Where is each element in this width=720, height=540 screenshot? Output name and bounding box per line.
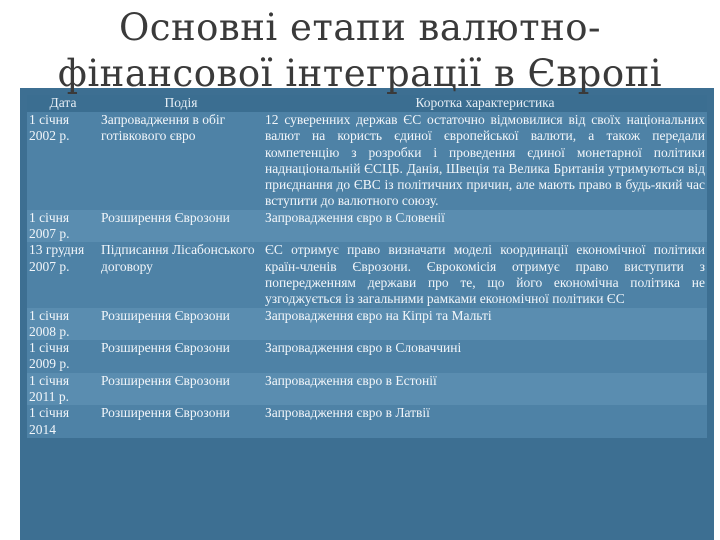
table-row [27, 340, 707, 373]
table-row [27, 405, 707, 438]
title-line-2: фінансової інтеграції в Європі [57, 52, 663, 95]
cell-event: Розширення Єврозони [99, 373, 263, 406]
header-event: Подія [99, 95, 263, 112]
cell-event: Розширення Єврозони [99, 340, 263, 373]
table-header-row [27, 95, 707, 112]
cell-desc: Запровадження євро в Латвії [263, 405, 707, 438]
cell-desc: Запровадження євро в Естонії [263, 373, 707, 406]
cell-date: 1 січня 2011 р. [27, 373, 99, 406]
header-desc: Коротка характеристика [263, 95, 707, 112]
table-row [27, 308, 707, 341]
cell-desc: Запровадження євро в Словенії [263, 210, 707, 243]
cell-event: Запровадження в обіг готівкового євро [99, 112, 263, 210]
cell-event: Розширення Єврозони [99, 210, 263, 243]
cell-event: Розширення Єврозони [99, 308, 263, 341]
cell-desc: Запровадження євро на Кіпрі та Мальті [263, 308, 707, 341]
slide-title [0, 6, 720, 96]
cell-date: 1 січня 2007 р. [27, 210, 99, 243]
cell-desc: ЄС отримує право визначати моделі координації економічної політики країн-членів Єврозони. Єврокомісія отримує право виступити з попередженням держави про те, що його економічна політика не узгоджується із загальними рамками економічної політики ЄС [265, 242, 705, 307]
cell-date: 13 грудня 2007 р. [27, 242, 99, 307]
table-row [27, 242, 707, 307]
table-row [27, 373, 707, 406]
title-line-1: Основні етапи валютно- [118, 6, 602, 49]
cell-date: 1 січня 2008 р. [27, 308, 99, 341]
cell-desc: Запровадження євро в Словаччині [263, 340, 707, 373]
cell-date: 1 січня 2002 р. [27, 112, 99, 210]
table-row [27, 210, 707, 243]
integration-stages-table [27, 95, 707, 438]
cell-event: Розширення Єврозони [99, 405, 263, 438]
table-row [27, 112, 707, 210]
cell-date: 1 січня 2009 р. [27, 340, 99, 373]
header-date: Дата [27, 95, 99, 112]
cell-date: 1 січня 2014 [27, 405, 99, 438]
cell-desc: 12 суверенних держав ЄС остаточно відмовилися від своїх національних валют на користь єдиної європейської валюти, а також передали компетенцію з розробки і проведення єдиної монетарної політики наднаціональній ЄСЦБ. Данія, Швеція та Велика Британія утримуються від приєднання до ЄВС із політичних причин, але мають право в будь-який час вступити до валютного союзу. [265, 112, 705, 209]
cell-event: Підписання Лісабонського договору [99, 242, 263, 307]
